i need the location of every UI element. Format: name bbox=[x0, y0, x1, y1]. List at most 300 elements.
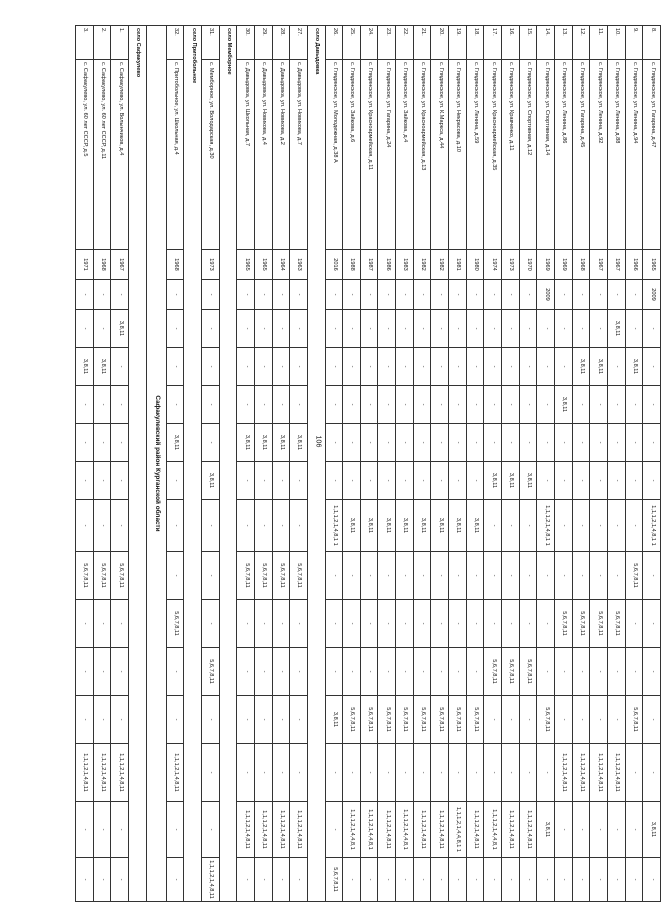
row-number: 30. bbox=[237, 26, 255, 60]
table-cell: 3,8,11 bbox=[502, 462, 520, 500]
table-cell: 3,8,11 bbox=[484, 462, 502, 500]
table-cell: - bbox=[343, 280, 361, 310]
table-cell: - bbox=[76, 696, 94, 744]
table-cell: - bbox=[290, 462, 308, 500]
table-cell: - bbox=[431, 858, 449, 902]
table-cell: 3,8,11 bbox=[643, 802, 661, 858]
year-cell: 2016 bbox=[325, 250, 343, 280]
year-cell: 1987 bbox=[360, 250, 378, 280]
table-cell: - bbox=[484, 600, 502, 648]
table-cell: - bbox=[290, 280, 308, 310]
year-cell: 1982 bbox=[413, 250, 431, 280]
table-cell: - bbox=[343, 348, 361, 386]
year-cell: 1964 bbox=[272, 250, 290, 280]
table-cell: - bbox=[625, 600, 643, 648]
table-cell: - bbox=[166, 648, 184, 696]
table-cell: - bbox=[378, 744, 396, 802]
table-cell: - bbox=[166, 802, 184, 858]
table-row bbox=[431, 26, 449, 902]
table-cell: 5,6,7,8,11 bbox=[378, 696, 396, 744]
table-cell: 3,8,11 bbox=[93, 348, 111, 386]
table-cell: 1,1,1,2,1,4,8,11 bbox=[519, 802, 537, 858]
table-cell: - bbox=[201, 802, 219, 858]
table-cell: - bbox=[254, 462, 272, 500]
section-heading: село Притобольное bbox=[184, 26, 202, 902]
table-cell: - bbox=[76, 648, 94, 696]
table-cell: 3,8,11 bbox=[360, 500, 378, 552]
table-cell: - bbox=[378, 386, 396, 424]
year-cell: 1973 bbox=[201, 250, 219, 280]
table-cell: - bbox=[590, 858, 608, 902]
table-cell: - bbox=[484, 310, 502, 348]
table-cell: - bbox=[466, 310, 484, 348]
table-cell: - bbox=[431, 648, 449, 696]
table-cell: 3,8,11 bbox=[572, 348, 590, 386]
table-cell: - bbox=[343, 310, 361, 348]
table-cell: - bbox=[484, 552, 502, 600]
row-number: 2. bbox=[93, 26, 111, 60]
table-cell: - bbox=[413, 744, 431, 802]
table-cell: - bbox=[166, 500, 184, 552]
table-cell: - bbox=[272, 696, 290, 744]
table-cell: - bbox=[519, 348, 537, 386]
address-cell: с. Глядянское, ул. Ленина, д.86 bbox=[555, 60, 573, 250]
table-row bbox=[484, 26, 502, 902]
year-cell: 1982 bbox=[431, 250, 449, 280]
section-heading-row bbox=[184, 26, 202, 902]
row-number: 14. bbox=[537, 26, 555, 60]
table-cell: - bbox=[413, 600, 431, 648]
table-cell: - bbox=[272, 348, 290, 386]
table-cell: - bbox=[76, 280, 94, 310]
table-cell: - bbox=[378, 280, 396, 310]
table-cell: - bbox=[111, 858, 129, 902]
table-cell: - bbox=[590, 386, 608, 424]
table-cell: - bbox=[625, 310, 643, 348]
table-cell: - bbox=[111, 386, 129, 424]
table-cell: - bbox=[537, 310, 555, 348]
table-cell: - bbox=[449, 424, 467, 462]
table-cell: - bbox=[325, 424, 343, 462]
table-cell: - bbox=[76, 600, 94, 648]
table-cell: - bbox=[484, 500, 502, 552]
table-cell: - bbox=[431, 348, 449, 386]
table-cell: 5,6,7,8,11 bbox=[431, 696, 449, 744]
table-cell: - bbox=[343, 600, 361, 648]
table-cell: - bbox=[555, 696, 573, 744]
table-cell: - bbox=[93, 310, 111, 348]
table-cell: - bbox=[396, 310, 414, 348]
table-cell: 3,8,11 bbox=[555, 386, 573, 424]
table-cell: - bbox=[484, 424, 502, 462]
table-cell: 5,6,7,8,11 bbox=[290, 552, 308, 600]
table-cell: 3,8,11 bbox=[590, 348, 608, 386]
table-cell: - bbox=[201, 310, 219, 348]
address-cell: с. Глядянское, ул. Спортивная, д.12 bbox=[519, 60, 537, 250]
table-cell: - bbox=[413, 310, 431, 348]
table-cell: 3,8,11 bbox=[431, 500, 449, 552]
table-cell: 5,6,7,8,11 bbox=[166, 600, 184, 648]
row-number: 13. bbox=[555, 26, 573, 60]
table-cell: 5,6,7,8,11 bbox=[76, 552, 94, 600]
section-heading-row bbox=[129, 26, 147, 902]
table-cell: - bbox=[237, 648, 255, 696]
row-number: 15. bbox=[519, 26, 537, 60]
table-cell: - bbox=[572, 500, 590, 552]
year-cell: 1967 bbox=[590, 250, 608, 280]
table-cell: - bbox=[272, 858, 290, 902]
table-cell: - bbox=[343, 386, 361, 424]
table-cell: - bbox=[93, 280, 111, 310]
table-cell: 5,6,7,8,11 bbox=[360, 696, 378, 744]
table-cell: - bbox=[166, 696, 184, 744]
address-cell: с. Глядянское, ул. Зайкова, д.4 bbox=[396, 60, 414, 250]
table-cell: - bbox=[502, 744, 520, 802]
table-cell: - bbox=[590, 500, 608, 552]
year-cell: 1986 bbox=[378, 250, 396, 280]
table-cell: - bbox=[608, 552, 626, 600]
table-cell: - bbox=[290, 310, 308, 348]
table-cell: - bbox=[343, 858, 361, 902]
table-cell: - bbox=[290, 744, 308, 802]
section-heading: село Давыдовка bbox=[307, 26, 325, 902]
table-cell: - bbox=[343, 424, 361, 462]
table-row bbox=[272, 26, 290, 902]
table-cell: - bbox=[237, 462, 255, 500]
table-cell: - bbox=[360, 386, 378, 424]
table-cell: - bbox=[272, 600, 290, 648]
table-cell: 3,8,11 bbox=[466, 500, 484, 552]
table-cell: - bbox=[466, 280, 484, 310]
table-cell: - bbox=[166, 462, 184, 500]
table-row bbox=[93, 26, 111, 902]
table-row bbox=[555, 26, 573, 902]
table-cell: 3,8,11 bbox=[537, 802, 555, 858]
table-cell: 3,8,11 bbox=[254, 424, 272, 462]
table-cell: 2009 bbox=[643, 280, 661, 310]
table-cell: - bbox=[466, 424, 484, 462]
table-cell: - bbox=[93, 648, 111, 696]
table-cell: 3,8,11 bbox=[625, 348, 643, 386]
table-cell: - bbox=[396, 648, 414, 696]
table-cell: - bbox=[378, 858, 396, 902]
row-number: 3. bbox=[76, 26, 94, 60]
table-cell: - bbox=[93, 462, 111, 500]
section-heading-row bbox=[219, 26, 237, 902]
table-cell: 1,1,1,2,1,4,8,1 1 bbox=[643, 500, 661, 552]
table-cell: - bbox=[590, 310, 608, 348]
table-cell: - bbox=[76, 802, 94, 858]
row-number: 20. bbox=[431, 26, 449, 60]
table-cell: - bbox=[254, 500, 272, 552]
table-cell: 1,1,1,2,1,4,8,11 bbox=[93, 744, 111, 802]
table-cell: - bbox=[237, 348, 255, 386]
row-number: 29. bbox=[254, 26, 272, 60]
table-cell: - bbox=[590, 696, 608, 744]
table-cell: 5,6,7,8,11 bbox=[343, 696, 361, 744]
table-cell: - bbox=[360, 858, 378, 902]
table-cell: - bbox=[290, 386, 308, 424]
table-cell: - bbox=[537, 600, 555, 648]
table-cell: - bbox=[272, 744, 290, 802]
table-cell: - bbox=[254, 744, 272, 802]
table-cell: - bbox=[413, 858, 431, 902]
table-cell: - bbox=[166, 310, 184, 348]
table-cell: - bbox=[360, 600, 378, 648]
address-cell: с. Глядянское, ул. Ленина, д.88 bbox=[608, 60, 626, 250]
address-cell: с. Глядянское, ул. Молодежная, д.38 А bbox=[325, 60, 343, 250]
table-cell: - bbox=[431, 462, 449, 500]
address-cell: с. Глядянское, ул. Гагарина, д.24 bbox=[378, 60, 396, 250]
table-cell: - bbox=[519, 600, 537, 648]
table-cell: - bbox=[431, 280, 449, 310]
table-row bbox=[325, 26, 343, 902]
table-cell: - bbox=[572, 858, 590, 902]
table-cell: - bbox=[608, 348, 626, 386]
table-cell: - bbox=[643, 462, 661, 500]
table-cell: - bbox=[325, 802, 343, 858]
table-cell: - bbox=[625, 744, 643, 802]
table-cell: - bbox=[466, 600, 484, 648]
table-cell: 1,1,1,2,1,4,8,11 bbox=[431, 802, 449, 858]
table-cell: - bbox=[254, 386, 272, 424]
table-cell: - bbox=[537, 858, 555, 902]
table-cell: - bbox=[449, 744, 467, 802]
address-cell: с. Глядянское, ул. Зайкова, д.6 bbox=[343, 60, 361, 250]
table-cell: - bbox=[201, 280, 219, 310]
table-cell: - bbox=[360, 310, 378, 348]
table-cell: - bbox=[537, 552, 555, 600]
table-cell: - bbox=[502, 310, 520, 348]
district-heading: Сафакулевский район Курганской области bbox=[146, 26, 166, 902]
table-cell: 1,1,1,2,1,4,8,11 bbox=[290, 802, 308, 858]
table-cell: 1,1,1,2,1,4,8,11 bbox=[201, 858, 219, 902]
address-cell: с. Мемборное, ул. Володарская, д.30 bbox=[201, 60, 219, 250]
table-cell: - bbox=[237, 696, 255, 744]
table-cell: - bbox=[502, 386, 520, 424]
address-cell: с. Глядянское, ул. Ленина, д.94 bbox=[625, 60, 643, 250]
table-cell: 1,1,1,2,1,4,8,11 bbox=[378, 802, 396, 858]
table-cell: 5,6,7,8,11 bbox=[537, 696, 555, 744]
table-cell: 1,1,1,2,1,4,8,11 bbox=[590, 744, 608, 802]
table-cell: 1,1,1,2,1,4,4,8,1 1 bbox=[449, 802, 467, 858]
table-cell: - bbox=[111, 462, 129, 500]
table-row bbox=[201, 26, 219, 902]
table-cell: - bbox=[343, 648, 361, 696]
row-number: 25. bbox=[343, 26, 361, 60]
address-cell: с. Глядянское, ул. Кравченко, д.11 bbox=[502, 60, 520, 250]
year-cell: 1970 bbox=[519, 250, 537, 280]
table-cell: - bbox=[237, 500, 255, 552]
table-cell: - bbox=[537, 386, 555, 424]
table-cell: - bbox=[449, 600, 467, 648]
address-cell: с. Сафакулево, ул. 60 лет СССР, д.5 bbox=[76, 60, 94, 250]
table-cell: - bbox=[572, 696, 590, 744]
table-cell: - bbox=[111, 648, 129, 696]
section-heading: село Мемборное bbox=[219, 26, 237, 902]
table-cell: - bbox=[166, 858, 184, 902]
address-cell: с. Глядянское, ул. Ленина, д.59 bbox=[466, 60, 484, 250]
table-row bbox=[111, 26, 129, 902]
table-cell: - bbox=[325, 552, 343, 600]
table-cell: - bbox=[272, 648, 290, 696]
table-cell: - bbox=[555, 802, 573, 858]
table-cell: 1,1,1,2,1,4,8,11 bbox=[555, 744, 573, 802]
row-number: 10. bbox=[608, 26, 626, 60]
table-cell: - bbox=[608, 500, 626, 552]
table-cell: - bbox=[290, 500, 308, 552]
year-cell: 1983 bbox=[396, 250, 414, 280]
table-cell: - bbox=[254, 648, 272, 696]
table-cell: - bbox=[484, 744, 502, 802]
table-cell: - bbox=[237, 744, 255, 802]
table-cell: - bbox=[111, 500, 129, 552]
table-cell: - bbox=[555, 348, 573, 386]
table-cell: 1,1,1,2,1,4,8,11 bbox=[254, 802, 272, 858]
row-number: 26. bbox=[325, 26, 343, 60]
row-number: 12. bbox=[572, 26, 590, 60]
table-cell: - bbox=[93, 600, 111, 648]
table-row bbox=[413, 26, 431, 902]
table-cell: - bbox=[378, 348, 396, 386]
year-cell: 1963 bbox=[290, 250, 308, 280]
table-cell: - bbox=[625, 500, 643, 552]
table-cell: - bbox=[643, 348, 661, 386]
table-row bbox=[590, 26, 608, 902]
table-cell: - bbox=[166, 386, 184, 424]
table-cell: - bbox=[431, 744, 449, 802]
address-cell: с. Глядянское, ул. Красноармейская, д.13 bbox=[413, 60, 431, 250]
table-cell: 5,6,7,8,11 bbox=[93, 552, 111, 600]
table-cell: 5,6,7,8,11 bbox=[625, 696, 643, 744]
table-cell: - bbox=[201, 600, 219, 648]
year-cell: 1974 bbox=[484, 250, 502, 280]
table-cell: - bbox=[502, 500, 520, 552]
table-cell: - bbox=[360, 424, 378, 462]
table-cell: 5,6,7,8,11 bbox=[396, 696, 414, 744]
table-row bbox=[608, 26, 626, 902]
row-number: 23. bbox=[378, 26, 396, 60]
year-cell: 1980 bbox=[466, 250, 484, 280]
table-cell: - bbox=[484, 696, 502, 744]
table-cell: - bbox=[502, 280, 520, 310]
table-cell: - bbox=[555, 552, 573, 600]
table-cell: - bbox=[537, 424, 555, 462]
table-cell: - bbox=[290, 348, 308, 386]
table-cell: - bbox=[608, 696, 626, 744]
table-cell: - bbox=[272, 462, 290, 500]
table-cell: - bbox=[449, 280, 467, 310]
table-cell: - bbox=[431, 310, 449, 348]
table-cell: 5,6,7,8,11 bbox=[449, 696, 467, 744]
table-cell: - bbox=[608, 858, 626, 902]
table-cell: 3,8,11 bbox=[449, 500, 467, 552]
table-cell: - bbox=[111, 424, 129, 462]
table-cell: - bbox=[396, 858, 414, 902]
row-number: 32. bbox=[166, 26, 184, 60]
section-heading: село Сафакулево bbox=[129, 26, 147, 902]
table-cell: - bbox=[625, 280, 643, 310]
table-cell: 3,8,11 bbox=[76, 348, 94, 386]
table-cell: 5,6,7,8,11 bbox=[625, 552, 643, 600]
table-cell: - bbox=[572, 424, 590, 462]
address-cell: с. Глядянское, ул. Красноармейская, д.11 bbox=[360, 60, 378, 250]
table-cell: - bbox=[325, 348, 343, 386]
year-cell: 1968 bbox=[93, 250, 111, 280]
table-cell: - bbox=[555, 310, 573, 348]
table-row bbox=[625, 26, 643, 902]
table-cell: - bbox=[466, 858, 484, 902]
address-cell: с. Давыдовка, ул. Новикова, д.2 bbox=[272, 60, 290, 250]
table-cell: - bbox=[76, 310, 94, 348]
table-cell: - bbox=[643, 552, 661, 600]
table-row bbox=[378, 26, 396, 902]
table-cell: - bbox=[396, 552, 414, 600]
table-cell: - bbox=[590, 552, 608, 600]
table-cell: - bbox=[325, 280, 343, 310]
table-cell: - bbox=[590, 280, 608, 310]
table-cell: 5,6,7,8,11 bbox=[555, 600, 573, 648]
district-heading-row bbox=[146, 26, 166, 902]
table-row bbox=[166, 26, 184, 902]
table-cell: - bbox=[237, 600, 255, 648]
table-cell: - bbox=[608, 424, 626, 462]
year-cell: 1966 bbox=[625, 250, 643, 280]
table-cell: - bbox=[519, 310, 537, 348]
table-cell: - bbox=[449, 348, 467, 386]
table-row bbox=[466, 26, 484, 902]
address-cell: с. Глядянское, ул. К.Маркса, д.44 bbox=[431, 60, 449, 250]
table-cell: - bbox=[413, 552, 431, 600]
table-cell: - bbox=[254, 858, 272, 902]
table-cell: - bbox=[625, 802, 643, 858]
table-cell: 3,8,11 bbox=[413, 500, 431, 552]
table-cell: - bbox=[519, 744, 537, 802]
table-cell: - bbox=[449, 552, 467, 600]
table-cell: - bbox=[466, 386, 484, 424]
table-cell: - bbox=[290, 858, 308, 902]
table-cell: 1,1,1,2,1,4,4,8,1 bbox=[360, 802, 378, 858]
table-cell: 1,1,1,2,1,4,8,11 bbox=[466, 802, 484, 858]
table-cell: 2009 bbox=[537, 280, 555, 310]
table-cell: - bbox=[396, 424, 414, 462]
table-cell: - bbox=[537, 744, 555, 802]
address-cell: с. Сафакулево, ул. Волынчиков, д.4 bbox=[111, 60, 129, 250]
table-cell: - bbox=[201, 744, 219, 802]
address-cell: с. Давыдовка, ул. Школьная, д.7 bbox=[237, 60, 255, 250]
table-cell: 1,1,1,2,1,4,8,11 bbox=[272, 802, 290, 858]
table-cell: 5,6,7,8,11 bbox=[466, 696, 484, 744]
table-cell: - bbox=[431, 552, 449, 600]
table-cell: - bbox=[537, 462, 555, 500]
address-cell: с. Давыдовка, ул. Новикова, д.7 bbox=[290, 60, 308, 250]
table-cell: - bbox=[396, 280, 414, 310]
table-cell: - bbox=[519, 858, 537, 902]
table-cell: - bbox=[431, 600, 449, 648]
table-cell: 1,1,1,2,1,4,8,11 bbox=[237, 802, 255, 858]
row-number: 11. bbox=[590, 26, 608, 60]
document-sheet bbox=[75, 25, 661, 899]
table-cell: - bbox=[237, 310, 255, 348]
address-cell: с. Глядянское, ул. Ленина, д.92 bbox=[590, 60, 608, 250]
table-cell: - bbox=[625, 648, 643, 696]
table-cell: 1,1,1,2,1,4,8,11 bbox=[111, 744, 129, 802]
row-number: 24. bbox=[360, 26, 378, 60]
table-cell: 3,8,11 bbox=[343, 500, 361, 552]
table-row bbox=[254, 26, 272, 902]
row-number: 16. bbox=[502, 26, 520, 60]
table-cell: 1,1,1,2,1,4,8,11 bbox=[76, 744, 94, 802]
